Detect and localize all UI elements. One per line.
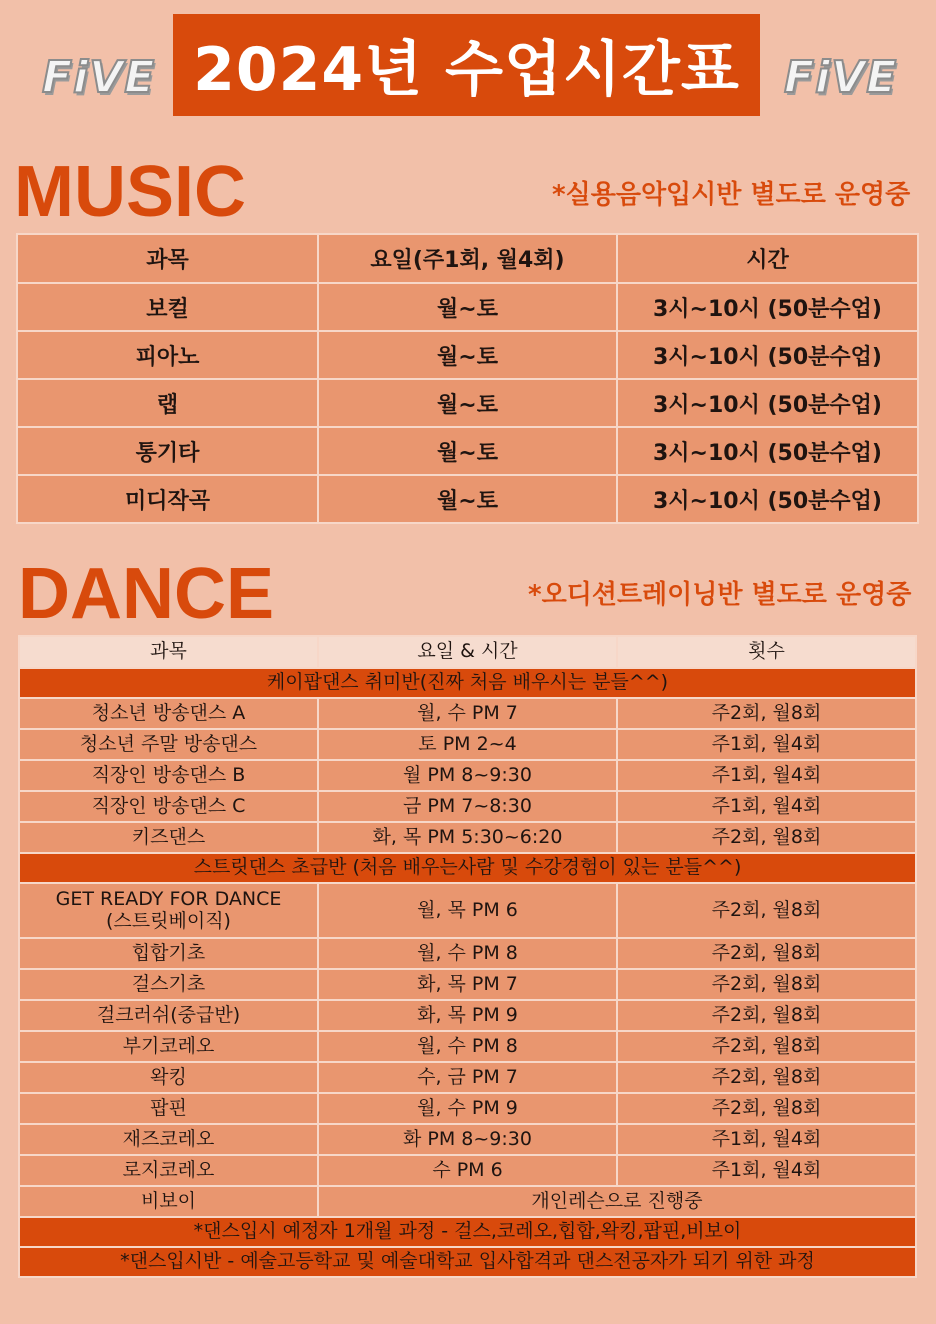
dance-private-lesson: 개인레슨으로 진행중 <box>318 1186 916 1217</box>
table-row <box>19 1093 916 1124</box>
dance-count: 주2회, 월8회 <box>617 938 916 969</box>
table-row <box>19 938 916 969</box>
table-row <box>19 1062 916 1093</box>
dance-subject: 비보이 <box>19 1186 318 1217</box>
street-beginner-band <box>19 853 916 883</box>
music-subject: 랩 <box>17 379 318 427</box>
dance-header-row <box>19 636 916 668</box>
music-time: 3시~10시 (50분수업) <box>617 283 918 331</box>
dance-schedule: 금 PM 7~8:30 <box>318 791 617 822</box>
music-header-time: 시간 <box>617 234 918 283</box>
dance-count: 주1회, 월4회 <box>617 1155 916 1186</box>
page-title: 2024년 수업시간표 <box>193 35 740 105</box>
table-row <box>19 1031 916 1062</box>
table-row <box>17 283 918 331</box>
music-subject: 미디작곡 <box>17 475 318 523</box>
dance-section-title: DANCE <box>18 554 275 634</box>
dance-count: 주1회, 월4회 <box>617 791 916 822</box>
music-table <box>16 233 919 524</box>
dance-subject: 힙합기초 <box>19 938 318 969</box>
music-header-days: 요일(주1회, 월4회) <box>318 234 617 283</box>
table-row <box>17 475 918 523</box>
dance-subject: 직장인 방송댄스 C <box>19 791 318 822</box>
music-time: 3시~10시 (50분수업) <box>617 427 918 475</box>
table-row <box>19 729 916 760</box>
music-subject: 통기타 <box>17 427 318 475</box>
dance-count: 주2회, 월8회 <box>617 1093 916 1124</box>
footer-note-1 <box>19 1217 916 1247</box>
dance-subject: 키즈댄스 <box>19 822 318 853</box>
music-header-row <box>17 234 918 283</box>
music-time: 3시~10시 (50분수업) <box>617 331 918 379</box>
table-row <box>19 1186 916 1217</box>
dance-table <box>18 635 917 1278</box>
music-section-title: MUSIC <box>14 152 246 232</box>
table-row <box>19 1124 916 1155</box>
dance-header-count: 횟수 <box>617 636 916 668</box>
dance-count: 주2회, 월8회 <box>617 698 916 729</box>
dance-subject-line1: GET READY FOR DANCE <box>55 887 282 910</box>
dance-subject: 부기코레오 <box>19 1031 318 1062</box>
dance-schedule: 월, 수 PM 7 <box>318 698 617 729</box>
music-subject: 보컬 <box>17 283 318 331</box>
footer-note-1-text: *댄스입시 예정자 1개월 과정 - 걸스,코레오,힙합,왁킹,팝핀,비보이 <box>19 1217 916 1247</box>
dance-schedule: 월, 수 PM 8 <box>318 938 617 969</box>
music-days: 월~토 <box>318 379 617 427</box>
dance-schedule: 월, 수 PM 9 <box>318 1093 617 1124</box>
dance-schedule: 수, 금 PM 7 <box>318 1062 617 1093</box>
dance-subject <box>19 883 318 938</box>
music-days: 월~토 <box>318 427 617 475</box>
dance-subject: 왁킹 <box>19 1062 318 1093</box>
table-row <box>19 791 916 822</box>
table-row <box>19 698 916 729</box>
table-row <box>19 760 916 791</box>
dance-count: 주2회, 월8회 <box>617 1031 916 1062</box>
dance-header-schedule: 요일 & 시간 <box>318 636 617 668</box>
dance-subject: 청소년 방송댄스 A <box>19 698 318 729</box>
table-row <box>19 1000 916 1031</box>
dance-count: 주2회, 월8회 <box>617 1000 916 1031</box>
dance-schedule: 월 PM 8~9:30 <box>318 760 617 791</box>
table-row <box>19 822 916 853</box>
dance-count: 주2회, 월8회 <box>617 1062 916 1093</box>
music-days: 월~토 <box>318 283 617 331</box>
dance-subject: 팝핀 <box>19 1093 318 1124</box>
music-time: 3시~10시 (50분수업) <box>617 379 918 427</box>
dance-subject: 걸스기초 <box>19 969 318 1000</box>
dance-subject: 직장인 방송댄스 B <box>19 760 318 791</box>
dance-count: 주1회, 월4회 <box>617 729 916 760</box>
dance-subject: 재즈코레오 <box>19 1124 318 1155</box>
dance-header-subject: 과목 <box>19 636 318 668</box>
music-subject: 피아노 <box>17 331 318 379</box>
dance-subject: 걸크러쉬(중급반) <box>19 1000 318 1031</box>
dance-count: 주2회, 월8회 <box>617 969 916 1000</box>
table-row <box>19 969 916 1000</box>
dance-schedule: 화, 목 PM 7 <box>318 969 617 1000</box>
table-row <box>19 883 916 938</box>
dance-subject: 청소년 주말 방송댄스 <box>19 729 318 760</box>
dance-schedule: 수 PM 6 <box>318 1155 617 1186</box>
table-row <box>17 331 918 379</box>
band-label: 케이팝댄스 취미반(진짜 처음 배우시는 분들^^) <box>19 668 916 698</box>
footer-note-2-text: *댄스입시반 - 예술고등학교 및 예술대학교 입사합격과 댄스전공자가 되기 위한 과정 <box>19 1247 916 1277</box>
dance-subject-line2: (스트릿베이직) <box>106 909 231 932</box>
title-banner <box>173 14 760 116</box>
dance-schedule: 화, 목 PM 5:30~6:20 <box>318 822 617 853</box>
dance-schedule: 화 PM 8~9:30 <box>318 1124 617 1155</box>
kpop-hobby-band <box>19 668 916 698</box>
dance-count: 주2회, 월8회 <box>617 822 916 853</box>
table-row <box>19 1155 916 1186</box>
dance-count: 주2회, 월8회 <box>617 883 916 938</box>
five-logo-left: FiVE <box>42 52 156 103</box>
dance-schedule: 월, 수 PM 8 <box>318 1031 617 1062</box>
five-logo-right: FiVE <box>784 52 898 103</box>
music-note: *실용음악입시반 별도로 운영중 <box>552 180 911 210</box>
music-days: 월~토 <box>318 475 617 523</box>
music-days: 월~토 <box>318 331 617 379</box>
music-header-subject: 과목 <box>17 234 318 283</box>
table-row <box>17 427 918 475</box>
dance-note: *오디션트레이닝반 별도로 운영중 <box>528 580 912 610</box>
dance-schedule: 화, 목 PM 9 <box>318 1000 617 1031</box>
dance-subject: 로지코레오 <box>19 1155 318 1186</box>
band-label: 스트릿댄스 초급반 (처음 배우는사람 및 수강경험이 있는 분들^^) <box>19 853 916 883</box>
footer-note-2 <box>19 1247 916 1277</box>
dance-schedule: 토 PM 2~4 <box>318 729 617 760</box>
music-time: 3시~10시 (50분수업) <box>617 475 918 523</box>
dance-schedule: 월, 목 PM 6 <box>318 883 617 938</box>
dance-count: 주1회, 월4회 <box>617 760 916 791</box>
dance-count: 주1회, 월4회 <box>617 1124 916 1155</box>
table-row <box>17 379 918 427</box>
